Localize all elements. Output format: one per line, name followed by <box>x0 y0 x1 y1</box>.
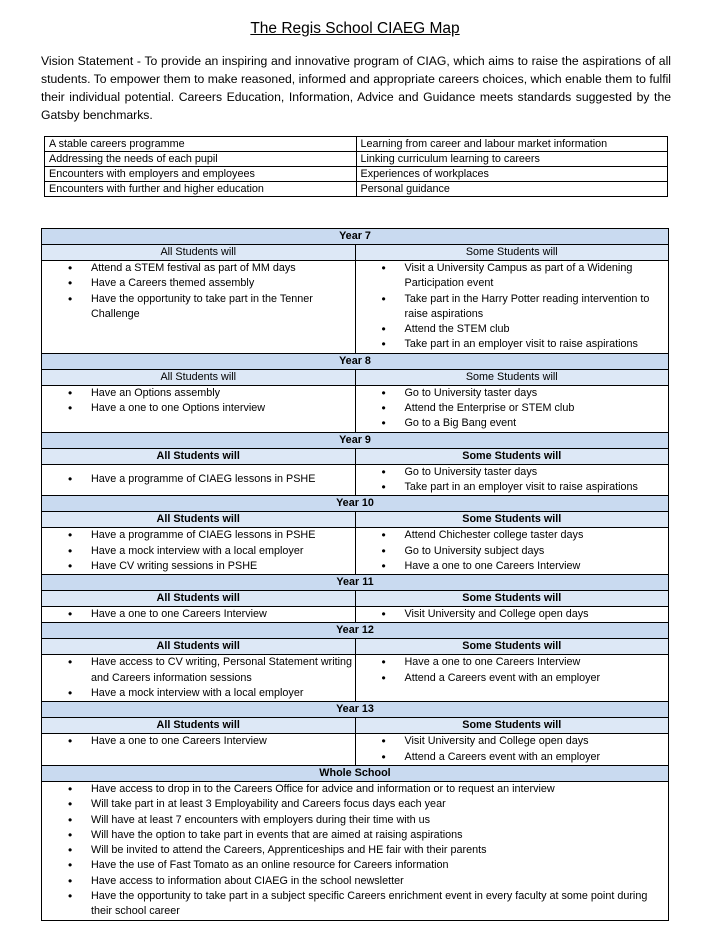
all-students-heading: All Students will <box>42 369 356 385</box>
activity-item: • Visit University and College open days <box>356 734 669 749</box>
activity-item: • Have the use of Fast Tomato as an online resource for Careers information <box>42 858 668 873</box>
whole-school-header-row <box>42 765 669 781</box>
ciaeg-map-table <box>41 228 669 921</box>
activity-list <box>42 655 355 701</box>
group-header-row <box>42 591 669 607</box>
some-students-heading: Some Students will <box>355 448 669 464</box>
activity-item: • Attend a Careers event with an employer <box>356 750 669 765</box>
some-students-heading: Some Students will <box>355 512 669 528</box>
activity-item: • Have a Careers themed assembly <box>42 276 355 291</box>
vision-text: To provide an inspiring and innovative program of CIAG, which aims to raise the aspirations of all students. To empower them to make reasoned, informed and appropriate careers choices, which enable them to fulfil their individual potential. Careers Education, Information, Advice and Guidance meets standards suggested by the Gatsby benchmarks. <box>41 54 672 122</box>
activity-item: • Go to University subject days <box>356 544 669 559</box>
some-students-activities <box>355 261 669 354</box>
year-heading: Year 12 <box>42 623 669 639</box>
activity-item: • Go to University taster days <box>356 465 669 480</box>
activity-item: • Take part in an employer visit to raise aspirations <box>356 337 669 352</box>
year-heading: Year 9 <box>42 432 669 448</box>
activity-item: • Attend a Careers event with an employer <box>356 671 669 686</box>
activity-item: • Take part in an employer visit to raise aspirations <box>356 480 669 495</box>
activity-wrapper <box>42 465 355 494</box>
activity-list <box>42 386 355 417</box>
group-header-row <box>42 639 669 655</box>
all-students-heading: All Students will <box>42 448 356 464</box>
benchmark-cell: Personal guidance <box>356 182 668 197</box>
all-students-heading: All Students will <box>42 718 356 734</box>
activity-item: • Have a one to one Options interview <box>42 401 355 416</box>
activity-item: • Will be invited to attend the Careers, Apprenticeships and HE fair with their parents <box>42 843 668 858</box>
all-students-heading: All Students will <box>42 591 356 607</box>
some-students-heading: Some Students will <box>355 245 669 261</box>
benchmark-cell: Addressing the needs of each pupil <box>45 152 357 167</box>
activity-list <box>42 734 355 749</box>
all-students-activities <box>42 528 356 575</box>
activity-list <box>356 655 669 686</box>
year-header-row <box>42 623 669 639</box>
activities-row <box>42 464 669 496</box>
some-students-heading: Some Students will <box>355 369 669 385</box>
activity-list <box>356 261 669 353</box>
activities-row <box>42 261 669 354</box>
activity-item: • Have access to CV writing, Personal Statement writing and Careers information sessions <box>42 655 355 686</box>
activity-item: • Go to University taster days <box>356 386 669 401</box>
some-students-activities <box>355 464 669 496</box>
benchmark-row <box>45 152 668 167</box>
activity-item: • Visit a University Campus as part of a Widening Participation event <box>356 261 669 292</box>
year-header-row <box>42 575 669 591</box>
gatsby-benchmarks-table <box>44 136 668 197</box>
activity-item: • Attend the STEM club <box>356 322 669 337</box>
year-heading: Year 11 <box>42 575 669 591</box>
benchmark-cell: Experiences of workplaces <box>356 167 668 182</box>
year-header-row <box>42 229 669 245</box>
activity-item: • Have a one to one Careers Interview <box>42 734 355 749</box>
activity-item: • Will take part in at least 3 Employability and Careers focus days each year <box>42 797 668 812</box>
activity-item: • Go to a Big Bang event <box>356 416 669 431</box>
benchmark-cell: Encounters with further and higher education <box>45 182 357 197</box>
activity-list <box>42 782 668 920</box>
activities-row <box>42 734 669 766</box>
activity-item: • Take part in the Harry Potter reading intervention to raise aspirations <box>356 292 669 323</box>
some-students-heading: Some Students will <box>355 591 669 607</box>
year-header-row <box>42 496 669 512</box>
some-students-activities <box>355 385 669 432</box>
activity-list <box>42 528 355 574</box>
some-students-activities <box>355 734 669 766</box>
all-students-activities <box>42 464 356 496</box>
activity-list <box>42 472 315 487</box>
activity-list <box>356 465 669 496</box>
all-students-activities <box>42 734 356 766</box>
year-heading: Year 7 <box>42 229 669 245</box>
benchmark-row <box>45 167 668 182</box>
activity-item: • Have the opportunity to take part in a subject specific Careers enrichment event in every faculty at some point during their school career <box>42 889 668 920</box>
year-heading: Year 13 <box>42 702 669 718</box>
benchmark-cell: Linking curriculum learning to careers <box>356 152 668 167</box>
all-students-heading: All Students will <box>42 245 356 261</box>
vision-statement <box>41 52 671 124</box>
year-header-row <box>42 702 669 718</box>
benchmark-row <box>45 137 668 152</box>
activity-list <box>356 607 669 622</box>
activity-list <box>42 261 355 322</box>
year-heading: Year 8 <box>42 353 669 369</box>
year-heading: Year 10 <box>42 496 669 512</box>
year-header-row <box>42 432 669 448</box>
activity-item: • Have CV writing sessions in PSHE <box>42 559 355 574</box>
activity-item: • Have the opportunity to take part in the Tenner Challenge <box>42 292 355 323</box>
benchmark-cell: Learning from career and labour market information <box>356 137 668 152</box>
whole-school-activities-row <box>42 781 669 920</box>
activity-item: • Have a one to one Careers Interview <box>42 607 355 622</box>
activity-item: • Have a programme of CIAEG lessons in PSHE <box>42 528 355 543</box>
activity-item: • Attend Chichester college taster days <box>356 528 669 543</box>
group-header-row <box>42 718 669 734</box>
whole-school-heading: Whole School <box>42 765 669 781</box>
vision-label: Vision Statement - <box>41 54 141 68</box>
activity-item: • Have a one to one Careers Interview <box>356 559 669 574</box>
activity-item: • Have a programme of CIAEG lessons in PSHE <box>42 472 315 487</box>
activity-list <box>42 607 355 622</box>
activity-item: • Visit University and College open days <box>356 607 669 622</box>
some-students-activities <box>355 607 669 623</box>
group-header-row <box>42 369 669 385</box>
all-students-activities <box>42 655 356 702</box>
activity-item: • Attend the Enterprise or STEM club <box>356 401 669 416</box>
activity-item: • Will have at least 7 encounters with employers during their time with us <box>42 813 668 828</box>
document-title: The Regis School CIAEG Map <box>250 20 460 37</box>
benchmark-row <box>45 182 668 197</box>
all-students-activities <box>42 385 356 432</box>
activity-item: • Will have the option to take part in events that are aimed at raising aspirations <box>42 828 668 843</box>
year-header-row <box>42 353 669 369</box>
activity-item: • Have a one to one Careers Interview <box>356 655 669 670</box>
activities-row <box>42 655 669 702</box>
some-students-activities <box>355 528 669 575</box>
some-students-heading: Some Students will <box>355 718 669 734</box>
benchmark-cell: Encounters with employers and employees <box>45 167 357 182</box>
all-students-heading: All Students will <box>42 512 356 528</box>
activities-row <box>42 385 669 432</box>
activity-list <box>356 386 669 432</box>
all-students-activities <box>42 261 356 354</box>
whole-school-activities <box>42 781 669 920</box>
group-header-row <box>42 512 669 528</box>
activities-row <box>42 607 669 623</box>
all-students-heading: All Students will <box>42 639 356 655</box>
activity-list <box>356 528 669 574</box>
some-students-heading: Some Students will <box>355 639 669 655</box>
activities-row <box>42 528 669 575</box>
group-header-row <box>42 245 669 261</box>
activity-item: • Have access to information about CIAEG in the school newsletter <box>42 874 668 889</box>
activity-list <box>356 734 669 765</box>
group-header-row <box>42 448 669 464</box>
all-students-activities <box>42 607 356 623</box>
some-students-activities <box>355 655 669 702</box>
activity-item: • Have access to drop in to the Careers Office for advice and information or to request an interview <box>42 782 668 797</box>
activity-item: • Have a mock interview with a local employer <box>42 686 355 701</box>
activity-item: • Have an Options assembly <box>42 386 355 401</box>
activity-item: • Attend a STEM festival as part of MM days <box>42 261 355 276</box>
benchmark-cell: A stable careers programme <box>45 137 357 152</box>
activity-item: • Have a mock interview with a local employer <box>42 544 355 559</box>
